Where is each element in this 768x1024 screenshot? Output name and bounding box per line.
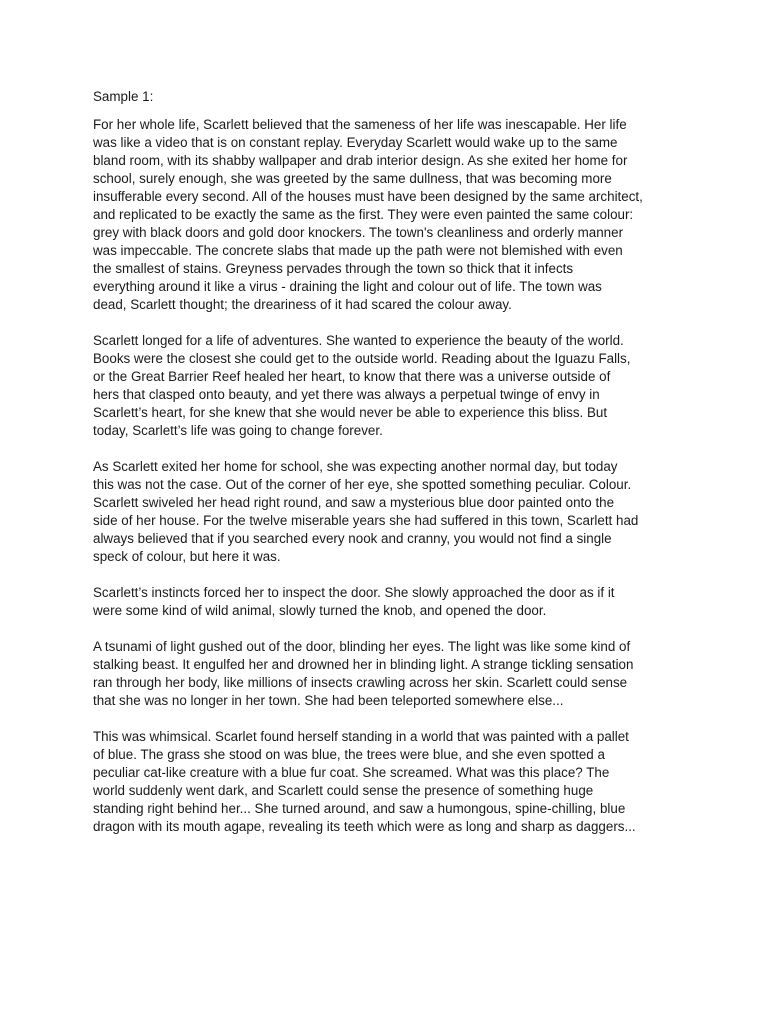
paragraph-3 (93, 458, 708, 566)
document-body (93, 116, 708, 836)
text-line: grey with black doors and gold door knockers. The town's cleanliness and orderly manner (93, 225, 624, 240)
text-line: Scarlett’s instincts forced her to inspect the door. She slowly approached the door as if it (93, 585, 615, 600)
paragraph-1 (93, 116, 708, 314)
text-line: As Scarlett exited her home for school, she was expecting another normal day, but today (93, 459, 618, 474)
text-line: For her whole life, Scarlett believed that the sameness of her life was inescapable. Her life (93, 117, 627, 132)
text-line: school, surely enough, she was greeted by the same dullness, that was becoming more (93, 171, 612, 186)
text-line: standing right behind her... She turned around, and saw a humongous, spine-chilling, blue (93, 801, 626, 816)
text-line: dead, Scarlett thought; the dreariness of it had scared the colour away. (93, 297, 512, 312)
text-line: hers that clasped onto beauty, and yet there was always a perpetual twinge of envy in (93, 387, 600, 402)
text-line: and replicated to be exactly the same as the first. They were even painted the same colour: (93, 207, 634, 222)
text-line: of blue. The grass she stood on was blue, the trees were blue, and she even spotted a (93, 747, 605, 762)
text-line: this was not the case. Out of the corner of her eye, she spotted something peculiar. Colour. (93, 477, 632, 492)
text-line: today, Scarlett’s life was going to change forever. (93, 423, 383, 438)
text-line: everything around it like a virus - draining the light and colour out of life. The town was (93, 279, 602, 294)
paragraph-4 (93, 584, 708, 620)
text-line: Books were the closest she could get to the outside world. Reading about the Iguazu Falls, (93, 351, 631, 366)
text-line: A tsunami of light gushed out of the door, blinding her eyes. The light was like some kind of (93, 639, 631, 654)
text-line: that she was no longer in her town. She had been teleported somewhere else... (93, 693, 564, 708)
text-line: dragon with its mouth agape, revealing its teeth which were as long and sharp as daggers... (93, 819, 636, 834)
text-line: was like a video that is on constant replay. Everyday Scarlett would wake up to the same (93, 135, 618, 150)
text-line: bland room, with its shabby wallpaper and drab interior design. As she exited her home for (93, 153, 628, 168)
text-line: or the Great Barrier Reef healed her heart, to know that there was a universe outside of (93, 369, 611, 384)
text-line: insufferable every second. All of the houses must have been designed by the same architect, (93, 189, 643, 204)
sample-heading: Sample 1: (93, 89, 154, 104)
text-line: This was whimsical. Scarlet found herself standing in a world that was painted with a pallet (93, 729, 629, 744)
text-line: world suddenly went dark, and Scarlett could sense the presence of something huge (93, 783, 594, 798)
text-line: speck of colour, but here it was. (93, 549, 281, 564)
text-line: Scarlett’s heart, for she knew that she would never be able to experience this bliss. But (93, 405, 608, 420)
text-line: always believed that if you searched every nook and cranny, you would not find a single (93, 531, 612, 546)
text-line: the smallest of stains. Greyness pervades through the town so thick that it infects (93, 261, 574, 276)
text-line: Scarlett swiveled her head right round, and saw a mysterious blue door painted onto the (93, 495, 615, 510)
paragraph-5 (93, 638, 708, 710)
paragraph-6 (93, 728, 708, 836)
text-line: side of her house. For the twelve miserable years she had suffered in this town, Scarlett had (93, 513, 639, 528)
text-line: stalking beast. It engulfed her and drowned her in blinding light. A strange tickling sensation (93, 657, 634, 672)
text-line: ran through her body, like millions of insects crawling across her skin. Scarlett could sense (93, 675, 628, 690)
paragraph-2 (93, 332, 708, 440)
text-line: Scarlett longed for a life of adventures. She wanted to experience the beauty of the world. (93, 333, 624, 348)
text-line: was impeccable. The concrete slabs that made up the path were not blemished with even (93, 243, 623, 258)
text-line: were some kind of wild animal, slowly turned the knob, and opened the door. (93, 603, 547, 618)
text-line: peculiar cat-like creature with a blue fur coat. She screamed. What was this place? The (93, 765, 610, 780)
